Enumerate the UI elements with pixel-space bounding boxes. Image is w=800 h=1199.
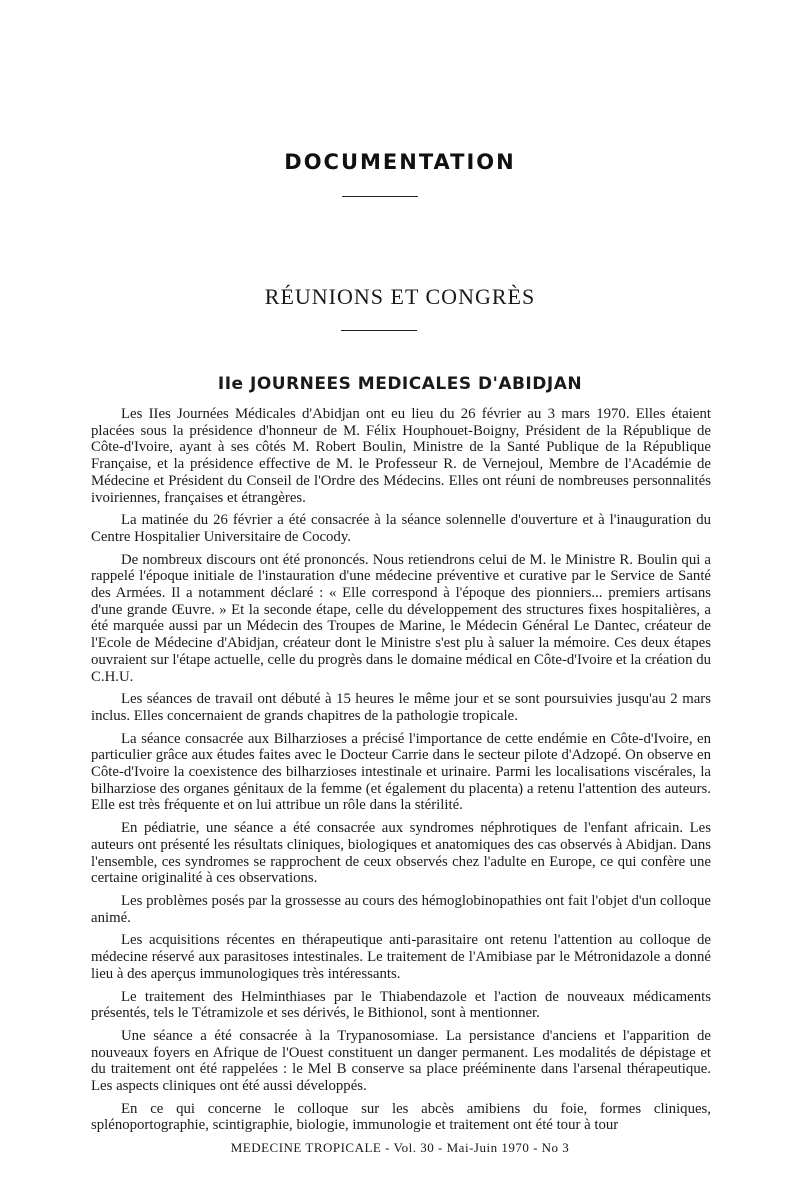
paragraph: Le traitement des Helminthiases par le Thiabendazole et l'action de nouveaux médicaments présentés, tels le Tétramizole et ses dérivés, le Bithionol, sont à mentionner. [91,988,711,1022]
paragraph: Les acquisitions récentes en thérapeutique anti-parasitaire ont retenu l'attention au colloque de médecine réservé aux parasitoses intestinales. Le traitement de l'Amibiase par le Métronidazole a donné lieu à des aperçus immunologiques très intéressants. [91,932,711,982]
paragraph: Les problèmes posés par la grossesse au cours des hémoglobinopathies ont fait l'objet d'un colloque animé. [91,892,711,926]
paragraph: De nombreux discours ont été prononcés. Nous retiendrons celui de M. le Ministre R. Boulin qui a rappelé l'époque initiale de l'instauration d'une médecine préventive et curative par le Service de Santé des Armées. Il a notamment déclaré : « Elle correspond à l'époque des pionniers... premiers artisans d'une grande Œuvre. » Et la seconde étape, celle du développement des structures fixes hospitalières, a été marquée aussi par un Médecin des Troupes de Marine, le Médecin Général Le Dantec, créateur de l'Ecole de Médecine d'Abidjan, créateur dont le Ministre s'est plu à saluer la mémoire. Ces deux étapes ouvraient sur l'étape actuelle, celle du progrès dans le domaine médical en Côte-d'Ivoire et la création du C.H.U. [91,551,711,685]
article-title: IIe JOURNEES MEDICALES D'ABIDJAN [217,374,583,394]
paragraph: Les séances de travail ont débuté à 15 heures le même jour et se sont poursuivies jusqu'au 2 mars inclus. Elles concernaient de grands chapitres de la pathologie tropicale. [91,691,711,724]
journal-footer: MEDECINE TROPICALE - Vol. 30 - Mai-Juin 1970 - No 3 [230,1140,570,1155]
paragraph: En pédiatrie, une séance a été consacrée aux syndromes néphrotiques de l'enfant africain. Les auteurs ont présenté les résultats cliniques, biologiques et anatomiques des cas observés à Abidjan. Dans l'ensemble, ces syndromes se rapprochent de ceux observés chez l'adulte en Europe, ce qui confère une certaine originalité à ces observations. [91,820,711,887]
article-body [91,406,711,1140]
paragraph: La séance consacrée aux Bilharzioses a précisé l'importance de cette endémie en Côte-d'Ivoire, en particulier grâce aux études faites avec le Docteur Carrie dans le secteur pilote d'Adzopé. On observe en Côte-d'Ivoire la coexistence des bilharzioses intestinale et urinaire. Parmi les localisations viscérales, la bilharziose des organes génitaux de la femme (et également du placenta) a retenu l'attention des auteurs. Elle est très fréquente et on lui attribue un rôle dans la stérilité. [91,730,711,814]
divider-rule [341,330,417,331]
page-title: RÉUNIONS ET CONGRÈS [264,284,536,309]
paragraph: Les IIes Journées Médicales d'Abidjan ont eu lieu du 26 février au 3 mars 1970. Elles étaient placées sous la présidence d'honneur de M. Félix Houphouet-Boigny, Président de la République de Côte-d'Ivoire, ayant à ses côtés M. Robert Boulin, Ministre de la Santé Publique de la République Française, et la présidence effective de M. le Professeur R. de Vernejoul, Membre de l'Académie de Médecine et Président du Conseil de l'Ordre des Médecins. Elles ont réuni de nombreuses personnalités ivoiriennes, françaises et étrangères. [91,406,711,506]
divider-rule [342,196,418,197]
paragraph: En ce qui concerne le colloque sur les abcès amibiens du foie, formes cliniques, splénoportographie, scintigraphie, biologie, immunologie et traitement ont été tour à tour [91,1100,711,1134]
paragraph: La matinée du 26 février a été consacrée à la séance solennelle d'ouverture et à l'inauguration du Centre Hospitalier Universitaire de Cocody. [91,512,711,545]
paragraph: Une séance a été consacrée à la Trypanosomiase. La persistance d'anciens et l'apparition de nouveaux foyers en Afrique de l'Ouest constituent un danger permanent. Les modalités de dépistage et du traitement ont été rappelées : le Mel B conserve sa place prééminente dans l'arsenal thérapeutique. Les aspects cliniques ont été aussi développés. [91,1027,711,1095]
section-heading: DOCUMENTATION [284,150,516,174]
